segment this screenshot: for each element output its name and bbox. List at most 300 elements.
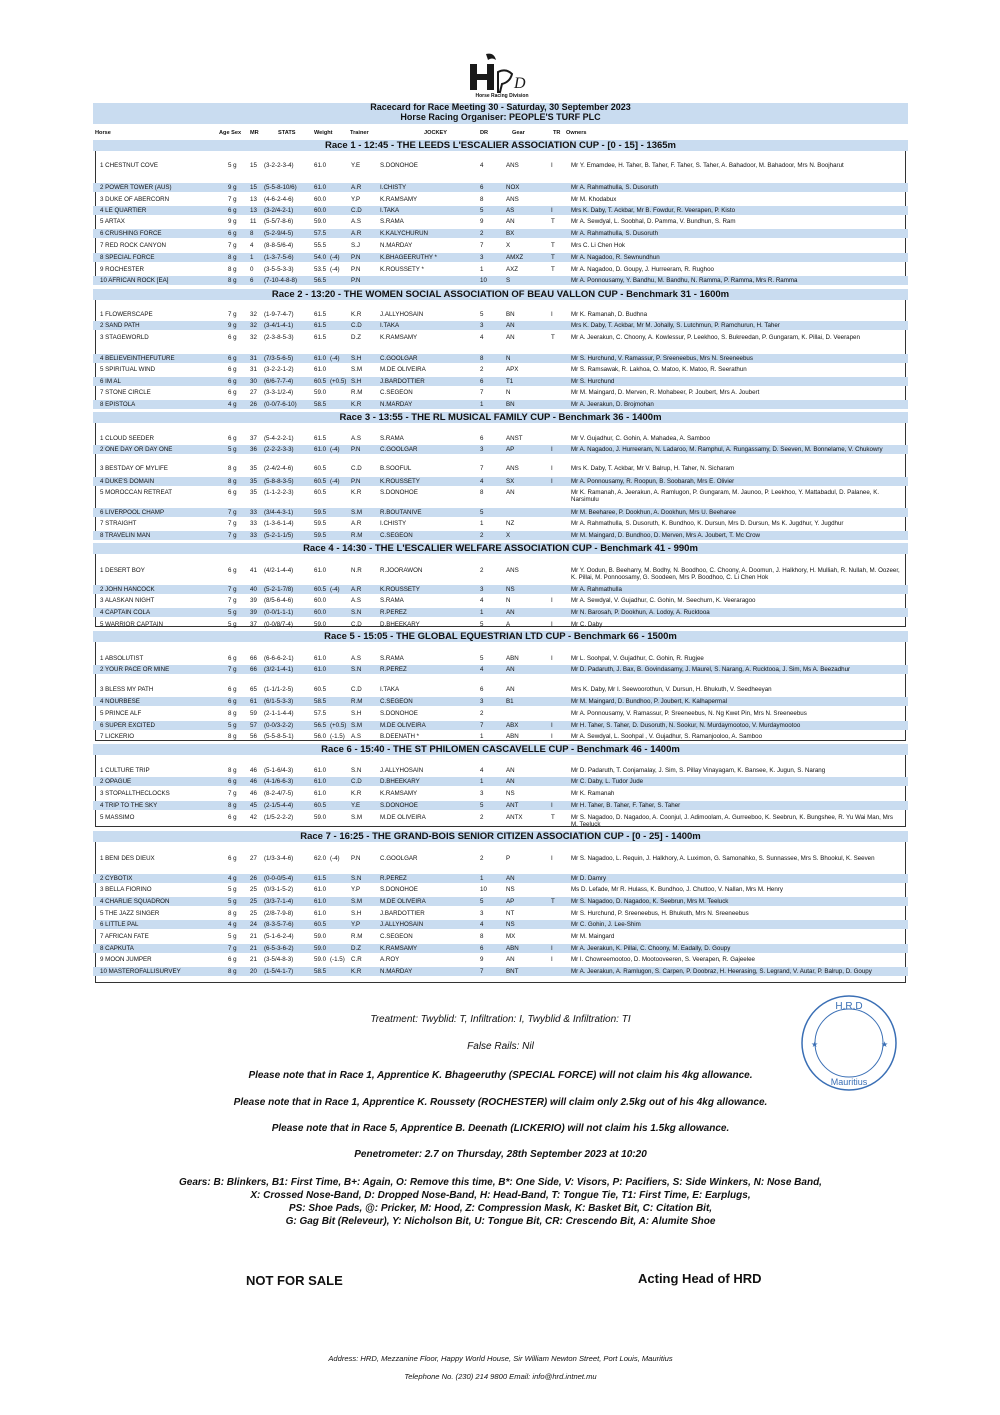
owners: Mr H. Taher, B. Taher, F. Taher, S. Taher xyxy=(571,802,681,809)
trainer: P.N xyxy=(351,855,361,862)
gear: NOX xyxy=(506,184,520,191)
trainer: S.N xyxy=(351,666,362,673)
racecard-title: Racecard for Race Meeting 30 - Saturday, 30 September 2023 xyxy=(93,103,908,113)
stats: (1-1/1-2-5) xyxy=(264,686,294,693)
runner-row xyxy=(93,608,908,617)
mr: 36 xyxy=(250,446,257,453)
stamp-bottom-text: Mauritius xyxy=(830,1077,868,1087)
trainer: S.M xyxy=(351,722,363,729)
owners: Mr S. Nagadoo, D. Nagadoo, A. Coonjul, J. Adimoolam, A. Gurreeboo, K. Seebrun, K. Bungshee, R. Yu Wai Man, Mrs M. Teeluck xyxy=(571,814,893,828)
owners: Mr A. Ponnousamy, Y. Bandhu, M. Bandhu, N. Ramma, P. Ramma, Mrs R. Ramma xyxy=(571,277,798,284)
trainer: P.N xyxy=(351,277,361,284)
false-rails-note: False Rails: Nil xyxy=(467,1041,534,1052)
weight: 61.0 xyxy=(314,567,327,574)
mr: 66 xyxy=(250,666,257,673)
age-sex: 8 g xyxy=(228,910,237,917)
treatment: I xyxy=(551,733,553,740)
jockey: C.GOOLGAR xyxy=(380,446,418,453)
stats: (1-1-2-2-3) xyxy=(264,489,294,496)
draw: 9 xyxy=(480,956,484,963)
runner-row xyxy=(93,854,908,863)
allowance-note-2: Please note that in Race 1, Apprentice K. Roussety (ROCHESTER) will claim only 2.5kg out of his 4kg allowance. xyxy=(233,1097,768,1108)
trainer: P.N xyxy=(351,478,361,485)
draw: 6 xyxy=(480,435,484,442)
svg-text:★: ★ xyxy=(811,1040,819,1049)
gear: X xyxy=(506,242,511,249)
owners: Mr A. Jeerakun, C. Choony, A. Kowlessur, P. Leekhoo, S. Bukreedan, P. Gungaram, K. Pillai, D. Veerapen xyxy=(571,334,860,341)
weight: 61.0 xyxy=(314,366,327,373)
draw: 5 xyxy=(480,509,484,516)
runner-row xyxy=(93,400,908,409)
gear: ANST xyxy=(506,435,523,442)
mr: 45 xyxy=(250,802,257,809)
mr: 15 xyxy=(250,184,257,191)
owners: Mr A. Rahmathulla, S. Dusoruth, K. Bundhoo, K. Dursun, Mrs D. Dursun, Ms K. Jugdhur, Y. Jugdhur xyxy=(571,520,844,527)
gear: N xyxy=(506,355,511,362)
weight: 59.5 xyxy=(314,509,327,516)
age-sex: 7 g xyxy=(228,509,237,516)
age-sex: 8 g xyxy=(228,710,237,717)
trainer: C.D xyxy=(351,621,362,628)
age-sex: 5 g xyxy=(228,886,237,893)
trainer: S.M xyxy=(351,898,363,905)
draw: 3 xyxy=(480,910,484,917)
weight: 61.5 xyxy=(314,311,327,318)
treatment: I xyxy=(551,207,553,214)
allowance: (-1.5) xyxy=(330,956,345,963)
age-sex: 5 g xyxy=(228,933,237,940)
draw: 6 xyxy=(480,378,484,385)
age-sex: 5 g xyxy=(228,162,237,169)
draw: 2 xyxy=(480,567,484,574)
weight: 59.5 xyxy=(314,532,327,539)
gear: AS xyxy=(506,207,515,214)
weight: 61.0 xyxy=(314,898,327,905)
trainer: A.R xyxy=(351,184,362,191)
trainer: K.R xyxy=(351,311,362,318)
gear: AXZ xyxy=(506,266,519,273)
weight: 61.0 xyxy=(314,184,327,191)
gear: NZ xyxy=(506,520,515,527)
mr: 65 xyxy=(250,686,257,693)
age-sex: 8 g xyxy=(228,277,237,284)
owners: Mrs K. Daby, T. Ackbar, Mr V. Balrup, H. Taher, N. Sicharam xyxy=(571,465,735,472)
owners: Mr K. Ramanah, D. Budhna xyxy=(571,311,648,318)
jockey: N.MARDAY xyxy=(380,968,413,975)
col-weight: Weight xyxy=(314,130,333,136)
draw: 7 xyxy=(480,389,484,396)
stats: (3-2/4-2-1) xyxy=(264,207,294,214)
runner-row xyxy=(93,195,908,204)
gear: NS xyxy=(506,790,515,797)
runner-row xyxy=(93,365,908,374)
weight: 58.5 xyxy=(314,698,327,705)
jockey: K.RAMSAMY xyxy=(380,790,418,797)
stats: (0-0/3-2-2) xyxy=(264,722,294,729)
stats: (2-1-1-4-4) xyxy=(264,710,294,717)
weight: 60.5 xyxy=(314,465,327,472)
age-sex: 6 g xyxy=(228,956,237,963)
trainer: A.R xyxy=(351,520,362,527)
jockey: K.RAMSAMY xyxy=(380,334,418,341)
runner-row xyxy=(93,434,908,443)
draw: 4 xyxy=(480,478,484,485)
telephone: Telephone No. (230) 214 9800 Email: info@hrd.intnet.mu xyxy=(404,1372,597,1381)
jockey: S.DONOHOE xyxy=(380,802,418,809)
runner-row xyxy=(93,801,908,810)
col-age-sex: Age Sex xyxy=(219,130,242,136)
horse-name: 2 JOHN HANCOCK xyxy=(100,586,155,593)
allowance: (-4) xyxy=(330,355,340,362)
stats: (5-5-8-10/6) xyxy=(264,184,297,191)
stamp-top-text: H.R.D xyxy=(835,1001,863,1012)
gear: AP xyxy=(506,446,515,453)
horse-name: 2 YOUR PACE OR MINE xyxy=(100,666,170,673)
mr: 8 xyxy=(250,230,254,237)
age-sex: 8 g xyxy=(228,767,237,774)
age-sex: 9 g xyxy=(228,184,237,191)
gear: BN xyxy=(506,311,515,318)
owners: Mr A. Rahmathulla, S. Dusoruth xyxy=(571,184,659,191)
draw: 2 xyxy=(480,532,484,539)
trainer: K.R xyxy=(351,401,362,408)
gear: AP xyxy=(506,898,515,905)
mr: 13 xyxy=(250,196,257,203)
owners: Mrs K. Daby, T. Ackbar, Mr B. Fowdur, R. Veerapen, P. Kisto xyxy=(571,207,736,214)
treatment: T xyxy=(551,242,555,249)
draw: 8 xyxy=(480,933,484,940)
jockey: J.ALLYHOSAIN xyxy=(380,921,424,928)
stats: (0-0/8/7-4) xyxy=(264,621,293,628)
draw: 3 xyxy=(480,698,484,705)
stats: (3-2-2-1-2) xyxy=(264,366,294,373)
trainer: S.M xyxy=(351,366,363,373)
horse-name: 3 STOPALLTHECLOCKS xyxy=(100,790,170,797)
gear: BNT xyxy=(506,968,519,975)
owners: Mr S. Hurchund, P. Sreeneebus, H. Bhukuth, Mrs N. Sreeneebus xyxy=(571,910,749,917)
jockey: S.DONOHOE xyxy=(380,710,418,717)
race-title: Race 1 - 12:45 - THE LEEDS L'ESCALIER ASSOCIATION CUP - [0 - 15] - 1365m xyxy=(93,140,908,151)
jockey: I.TAKA xyxy=(380,322,400,329)
age-sex: 6 g xyxy=(228,567,237,574)
horse-name: 5 MOROCCAN RETREAT xyxy=(100,489,173,496)
allowance: (-4) xyxy=(330,266,340,273)
stats: (5-2-1-1/5) xyxy=(264,532,294,539)
owners: Mr M. Beeharee, P. Dookhun, A. Dookhun, Mrs U. Beeharee xyxy=(571,509,736,516)
draw: 1 xyxy=(480,520,484,527)
mr: 35 xyxy=(250,478,257,485)
runner-row xyxy=(93,566,908,581)
mr: 13 xyxy=(250,207,257,214)
horse-name: 1 DESERT BOY xyxy=(100,567,145,574)
draw: 1 xyxy=(480,401,484,408)
weight: 57.5 xyxy=(314,230,327,237)
col-gear: Gear xyxy=(512,130,525,136)
runner-row xyxy=(93,909,908,918)
allowance: (+0.5) xyxy=(330,378,347,385)
age-sex: 8 g xyxy=(228,802,237,809)
runner-row xyxy=(93,955,908,964)
weight: 60.5 xyxy=(314,478,327,485)
stats: (1-5/4-1-7) xyxy=(264,968,294,975)
stats: (3-5/4-8-3) xyxy=(264,956,294,963)
trainer: D.Z xyxy=(351,334,361,341)
owners: Mrs C. Li Chen Hok xyxy=(571,242,625,249)
trainer: P.N xyxy=(351,266,361,273)
gear: T1 xyxy=(506,378,514,385)
mr: 21 xyxy=(250,945,257,952)
runner-row xyxy=(93,161,908,170)
weight: 61.5 xyxy=(314,322,327,329)
horse-name: 3 BLESS MY PATH xyxy=(100,686,154,693)
jockey: C.SEGEON xyxy=(380,698,413,705)
horse-name: 5 ARTAX xyxy=(100,218,125,225)
weight: 59.0 xyxy=(314,945,327,952)
stats: (6/1-5-3-3) xyxy=(264,698,294,705)
stats: (8-2-4/7-5) xyxy=(264,790,294,797)
weight: 61.0 xyxy=(314,910,327,917)
weight: 60.5 xyxy=(314,921,327,928)
stats: (5-4-2-2-1) xyxy=(264,435,294,442)
horse-name: 7 LICKERIO xyxy=(100,733,135,740)
trainer: N.R xyxy=(351,567,362,574)
horse-name: 5 MASSIMO xyxy=(100,814,135,821)
age-sex: 8 g xyxy=(228,733,237,740)
owners: Mr H. Taher, S. Taher, D. Dusoruth, N. Sookur, N. Murdaymootoo, V. Murdaymootoo xyxy=(571,722,801,729)
gear: ABX xyxy=(506,722,519,729)
runner-row xyxy=(93,206,908,215)
organiser: Horse Racing Organiser: PEOPLE'S TURF PLC xyxy=(93,113,908,124)
mr: 37 xyxy=(250,435,257,442)
age-sex: 7 g xyxy=(228,790,237,797)
jockey: C.SEGEON xyxy=(380,389,413,396)
horse-name: 6 SUPER EXCITED xyxy=(100,722,156,729)
runner-row xyxy=(93,967,908,976)
weight: 61.0 xyxy=(314,355,327,362)
stats: (5-5-8-5-1) xyxy=(264,733,294,740)
owners: Mr K. Ramanah, A. Jeerakun, A. Ramlugon, P. Gungaram, M. Jaunoo, P. Leekhoo, Y. Mattabadul, D. Palanee, K. Narsimulu xyxy=(571,489,880,503)
stats: (0/3-1-5-2) xyxy=(264,886,294,893)
gear: ANT xyxy=(506,802,519,809)
stats: (3/2-1-4-1) xyxy=(264,666,294,673)
treatment: T xyxy=(551,266,555,273)
draw: 6 xyxy=(480,945,484,952)
owners: Mr S. Nagadoo, L. Requin, J. Halkhory, A. Luximon, G. Samonahko, S. Sunnassee, Mrs S. Bhookul, K. Seeven xyxy=(571,855,875,862)
trainer: S.N xyxy=(351,875,362,882)
draw: 5 xyxy=(480,311,484,318)
gear: AN xyxy=(506,322,515,329)
draw: 2 xyxy=(480,366,484,373)
col-jockey: JOCKEY xyxy=(424,130,448,136)
trainer: A.R xyxy=(351,586,362,593)
horse-name: 2 POWER TOWER (AUS) xyxy=(100,184,172,191)
allowance: (+0.5) xyxy=(330,722,347,729)
gear: BX xyxy=(506,230,515,237)
draw: 5 xyxy=(480,655,484,662)
stats: (2-4/2-4-6) xyxy=(264,465,294,472)
mr: 4 xyxy=(250,242,254,249)
jockey: B.SOOFUL xyxy=(380,465,412,472)
treatment: I xyxy=(551,621,553,628)
runner-row xyxy=(93,217,908,226)
gear: AN xyxy=(506,686,515,693)
treatment: I xyxy=(551,722,553,729)
runner-row xyxy=(93,665,908,674)
mr: 30 xyxy=(250,378,257,385)
draw: 7 xyxy=(480,722,484,729)
mr: 46 xyxy=(250,778,257,785)
runner-row xyxy=(93,654,908,663)
mr: 25 xyxy=(250,910,257,917)
horse-name: 5 PRINCE ALF xyxy=(100,710,142,717)
mr: 26 xyxy=(250,401,257,408)
owners: Mr C. Daby xyxy=(571,621,603,628)
weight: 61.0 xyxy=(314,655,327,662)
jockey: K.KALYCHURUN xyxy=(380,230,429,237)
gear: ANS xyxy=(506,567,519,574)
gear: ANS xyxy=(506,465,519,472)
jockey: K.RAMSAMY xyxy=(380,196,418,203)
horse-name: 6 LITTLE PAL xyxy=(100,921,139,928)
owners: Mrs K. Daby, Mr I. Seewoorothun, V. Dursun, H. Bhukuth, V. Seedheeyan xyxy=(571,686,772,693)
horse-name: 1 CULTURE TRIP xyxy=(100,767,150,774)
stats: (6-6-6-2-1) xyxy=(264,655,294,662)
jockey: I.TAKA xyxy=(380,686,400,693)
race-title: Race 4 - 14:30 - THE L'ESCALIER WELFARE ASSOCIATION CUP - Benchmark 41 - 990m xyxy=(93,543,908,554)
mr: 42 xyxy=(250,814,257,821)
mr: 40 xyxy=(250,586,257,593)
horse-name: 7 AFRICAN FATE xyxy=(100,933,149,940)
age-sex: 6 g xyxy=(228,230,237,237)
gear: A xyxy=(506,621,511,628)
horse-name: 1 CLOUD SEEDER xyxy=(100,435,154,442)
gear: ANS xyxy=(506,162,519,169)
owners: Mr A. Jeerakun, A. Ramlugon, S. Carpen, P. Doobraz, H. Heerasing, S. Legrand, V. Autar, P. Balrup, D. Goupy xyxy=(571,968,872,975)
gear: N xyxy=(506,389,511,396)
address: Address: HRD, Mezzanine Floor, Happy World House, Sir William Newton Street, Port Louis, Mauritius xyxy=(328,1354,673,1363)
trainer: C.D xyxy=(351,465,362,472)
draw: 6 xyxy=(480,686,484,693)
mr: 35 xyxy=(250,489,257,496)
weight: 56.5 xyxy=(314,722,327,729)
runner-row xyxy=(93,464,908,473)
stats: (1-3-6-1-4) xyxy=(264,520,294,527)
horse-name: 8 CAPKUTA xyxy=(100,945,134,952)
stats: (0-0-0/5-4) xyxy=(264,875,294,882)
trainer: D.Z xyxy=(351,945,361,952)
stats: (3/4-4-3-1) xyxy=(264,509,294,516)
runner-row xyxy=(93,685,908,694)
age-sex: 6 g xyxy=(228,366,237,373)
mr: 31 xyxy=(250,366,257,373)
treatment: I xyxy=(551,311,553,318)
stats: (0-0/7-6-10) xyxy=(264,401,297,408)
runner-row xyxy=(93,310,908,319)
mr: 32 xyxy=(250,322,257,329)
gear: AMXZ xyxy=(506,254,524,261)
owners: Mr N. Barosah, P. Dookhun, A. Lodoy, A. Rucktooa xyxy=(571,609,710,616)
jockey: S.RAMA xyxy=(380,655,404,662)
age-sex: 8 g xyxy=(228,968,237,975)
horse-name: 9 ROCHESTER xyxy=(100,266,145,273)
jockey: J.BARDOTTIER xyxy=(380,378,425,385)
col-dr: DR xyxy=(480,130,489,136)
jockey: B.DEENATH * xyxy=(380,733,420,740)
stats: (3-2-2-3-4) xyxy=(264,162,294,169)
mr: 35 xyxy=(250,465,257,472)
trainer: A.S xyxy=(351,655,361,662)
trainer: S.J xyxy=(351,242,360,249)
gear: AN xyxy=(506,609,515,616)
draw: 1 xyxy=(480,609,484,616)
horse-name: 2 CYBOTIX xyxy=(100,875,133,882)
stats: (1/3-3-4-6) xyxy=(264,855,294,862)
trainer: K.R xyxy=(351,968,362,975)
owners: Mr I. Chowreemootoo, D. Mootooveeren, S. Veerapen, R. Gajeelee xyxy=(571,956,756,963)
runner-row xyxy=(93,789,908,798)
owners: Mr D. Damry xyxy=(571,875,607,882)
age-sex: 6 g xyxy=(228,435,237,442)
draw: 5 xyxy=(480,802,484,809)
weight: 61.5 xyxy=(314,334,327,341)
jockey: M.DE OLIVEIRA xyxy=(380,366,426,373)
gear: ABN xyxy=(506,945,519,952)
draw: 3 xyxy=(480,322,484,329)
col-mr: MR xyxy=(250,130,259,136)
jockey: R.JOORAWON xyxy=(380,567,423,574)
col-tr: TR xyxy=(553,130,561,136)
hrd-stamp xyxy=(799,993,899,1093)
horse-name: 3 STAGEWORLD xyxy=(100,334,149,341)
runner-row xyxy=(93,253,908,262)
trainer: A.S xyxy=(351,218,361,225)
stats: (4/2-1-4-4) xyxy=(264,567,294,574)
age-sex: 7 g xyxy=(228,666,237,673)
weight: 60.0 xyxy=(314,207,327,214)
horse-name: 1 FLOWERSCAPE xyxy=(100,311,153,318)
stats: (3-4/1-4-1) xyxy=(264,322,294,329)
svg-text:D: D xyxy=(514,75,526,92)
draw: 7 xyxy=(480,968,484,975)
weight: 60.5 xyxy=(314,489,327,496)
weight: 59.0 xyxy=(314,956,327,963)
stats: (3/3-7-1-4) xyxy=(264,898,294,905)
mr: 1 xyxy=(250,254,254,261)
owners: Mr A. Jeerakun, D. Brojmohan xyxy=(571,401,654,408)
jockey: C.GOOLGAR xyxy=(380,355,418,362)
horse-name: 4 TRIP TO THE SKY xyxy=(100,802,158,809)
age-sex: 6 g xyxy=(228,655,237,662)
stats: (8-8-5/6-4) xyxy=(264,242,294,249)
mr: 6 xyxy=(250,277,254,284)
horse-name: 6 CRUSHING FORCE xyxy=(100,230,162,237)
horse-name: 2 ONE DAY OR DAY ONE xyxy=(100,446,173,453)
jockey: R.PEREZ xyxy=(380,666,407,673)
draw: 2 xyxy=(480,230,484,237)
horse-name: 5 WARRIOR CAPTAIN xyxy=(100,621,163,628)
stats: (3-3-1/2-4) xyxy=(264,389,294,396)
owners: Mr A. Sewdyal, L. Soobhal, D. Pamma, V. Bundhun, S. Ram xyxy=(571,218,736,225)
runner-row xyxy=(93,944,908,953)
runner-row xyxy=(93,333,908,342)
draw: 4 xyxy=(480,666,484,673)
runner-row xyxy=(93,585,908,594)
gear: APX xyxy=(506,366,519,373)
owners: Mr A. Jeerakun, K. Pillai, C. Choony, M. Eadally, D. Goupy xyxy=(571,945,731,952)
horse-name: 3 DUKE OF ABERCORN xyxy=(100,196,170,203)
horse-name: 6 IM AL xyxy=(100,378,121,385)
owners: Mr V. Gujadhur, C. Gohin, A. Mahadea, A. Samboo xyxy=(571,435,711,442)
